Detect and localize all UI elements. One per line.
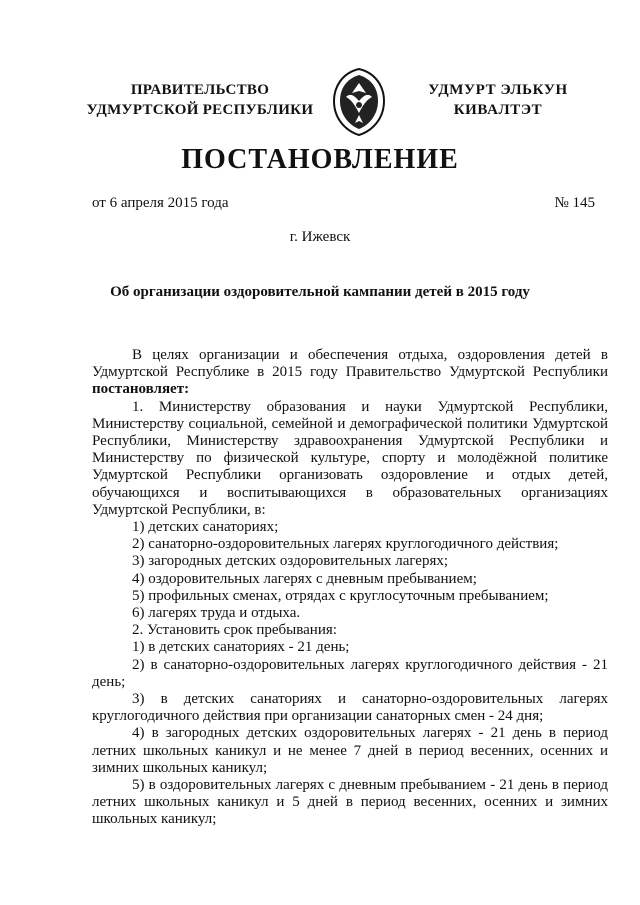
- body-paragraph: 5) профильных сменах, отрядах с круглосуточным пребыванием;: [132, 587, 549, 604]
- body-paragraph: 2. Установить срок пребывания:: [132, 622, 337, 639]
- document-number: № 145: [554, 195, 595, 211]
- intro-text: В целях организации и обеспечения отдыха, оздоровления детей в Удмуртской Республике в 2015 году Правительство Удмуртской Республики: [92, 347, 608, 381]
- document-body: [92, 347, 608, 829]
- intro-bold: постановляет:: [92, 381, 190, 398]
- document-date: от 6 апреля 2015 года: [92, 195, 229, 211]
- body-paragraph: 1. Министерству образования и науки Удмуртской Республики, Министерству социальной, семейной и демографической политики Удмуртской Республики, Министерству здравоохранения Удмуртской Республики и Министерству по физической культуре, спорту и молодёжной политике Удмуртской Республики организовать оздоровление и отдых детей, обучающихся и воспитывающихся в образовательных организациях Удмуртской Республики, в:: [92, 398, 608, 518]
- body-paragraph: 3) загородных детских оздоровительных лагерях;: [132, 553, 449, 570]
- header-right-line1: УДМУРТ ЭЛЬКУН: [428, 82, 568, 98]
- header-right-line2: КИВАЛТЭТ: [453, 102, 543, 118]
- body-paragraph: 1) в детских санаториях - 21 день;: [132, 639, 350, 656]
- body-paragraph: 2) в санаторно-оздоровительных лагерях круглогодичного действия - 21 день;: [92, 656, 608, 690]
- body-paragraph: 4) оздоровительных лагерях с дневным пребыванием;: [132, 570, 477, 587]
- header-left-line2: УДМУРТСКОЙ РЕСПУБЛИКИ: [86, 102, 314, 118]
- header-left: [80, 80, 320, 120]
- document-subject: Об организации оздоровительной кампании детей в 2015 году: [110, 284, 530, 300]
- body-paragraph: 4) в загородных детских оздоровительных лагерях - 21 день в период летних школьных каникул и не менее 7 дней в период весенних, осенних и зимних школьных каникул;: [92, 725, 608, 776]
- intro-paragraph: [92, 347, 608, 399]
- header-right: [398, 80, 598, 120]
- body-paragraph: 1) детских санаториях;: [132, 519, 279, 536]
- body-paragraph: 6) лагерях труда и отдыха.: [132, 605, 301, 622]
- header-left-line1: ПРАВИТЕЛЬСТВО: [130, 82, 270, 98]
- body-paragraph: 3) в детских санаториях и санаторно-оздоровительных лагерях круглогодичного действия при организации санаторных смен - 24 дня;: [92, 691, 608, 725]
- body-paragraph: 2) санаторно-оздоровительных лагерях круглогодичного действия;: [132, 536, 559, 553]
- body-paragraph: 5) в оздоровительных лагерях с дневным пребыванием - 21 день в период летних школьных каникул и 5 дней в период весенних, осенних и зимних школьных каникул;: [92, 777, 608, 828]
- document-city: г. Ижевск: [289, 229, 351, 245]
- document-title: ПОСТАНОВЛЕНИЕ: [181, 144, 459, 175]
- coat-of-arms-emblem-icon: [328, 67, 390, 137]
